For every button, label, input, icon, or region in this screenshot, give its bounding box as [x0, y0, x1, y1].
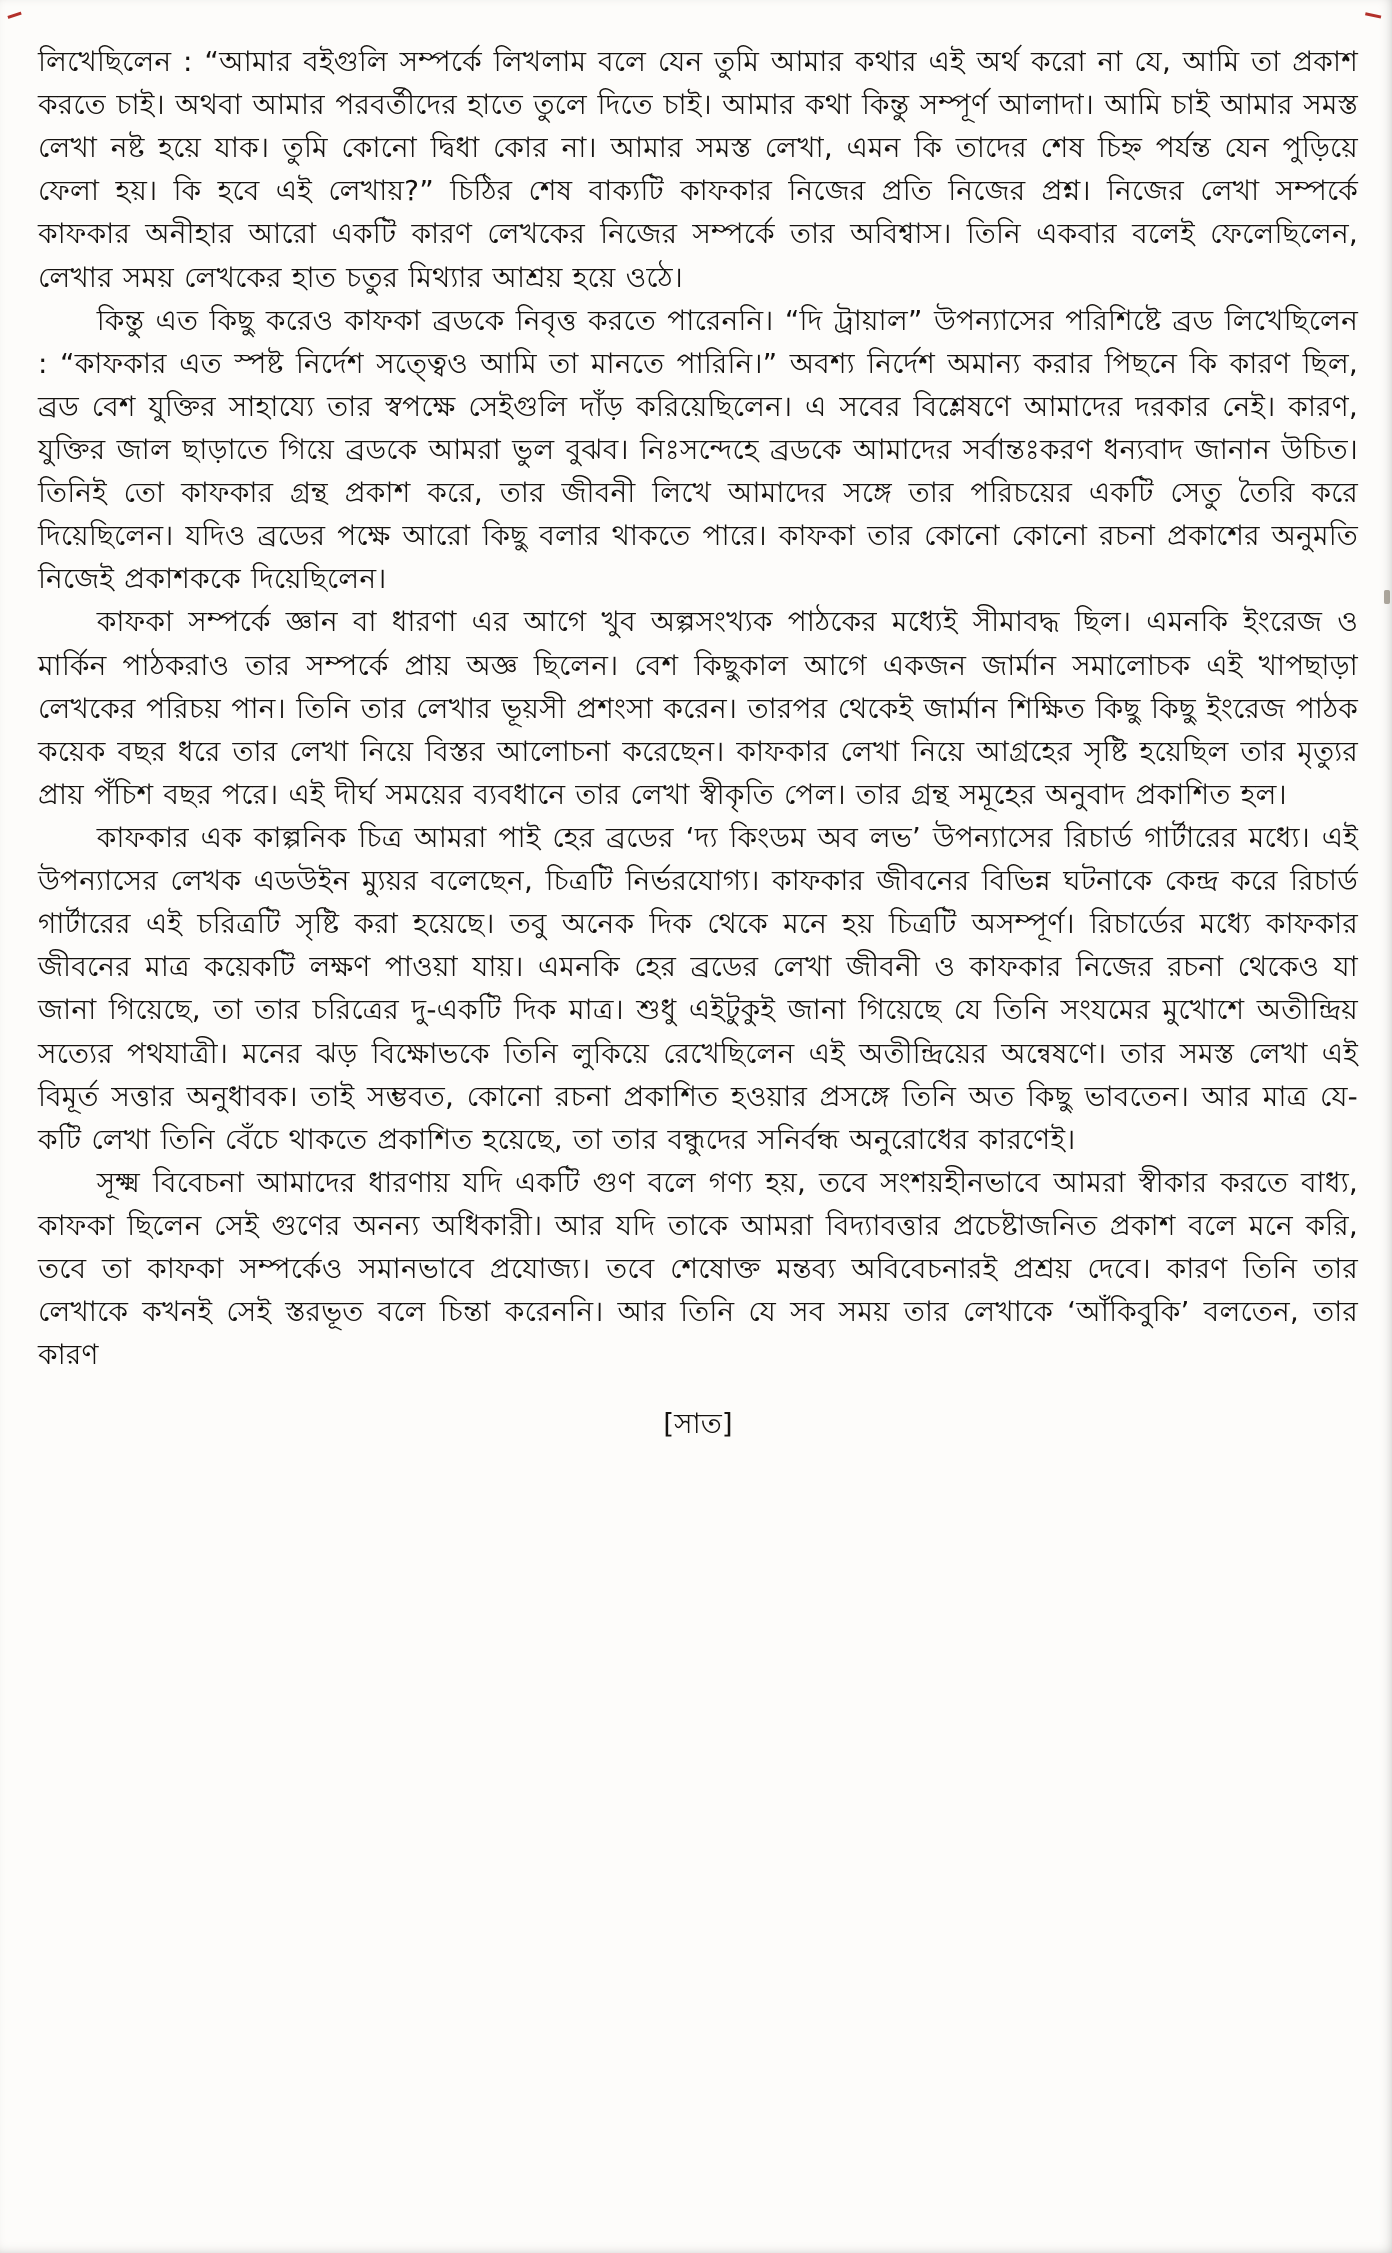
red-pen-scan-mark-top-right	[1365, 4, 1383, 18]
paragraph: লিখেছিলেন : “আমার বইগুলি সম্পর্কে লিখলাম বলে যেন তুমি আমার কথার এই অর্থ করো না যে, আমি তা প্রকাশ করতে চাই। অথবা আমার পরবর্তীদের হাতে তুলে দিতে চাই। আমার কথা কিন্তু সম্পূর্ণ আলাদা। আমি চাই আমার সমস্ত লেখা নষ্ট হয়ে যাক। তুমি কোনো দ্বিধা কোর না। আমার সমস্ত লেখা, এমন কি তাদের শেষ চিহ্ন পর্যন্ত যেন পুড়িয়ে ফেলা হয়। কি হবে এই লেখায়?” চিঠির শেষ বাক্যটি কাফকার নিজের প্রতি নিজের প্রশ্ন। নিজের লেখা সম্পর্কে কাফকার অনীহার আরো একটি কারণ লেখকের নিজের সম্পর্কে তার অবিশ্বাস। তিনি একবার বলেই ফেলেছিলেন, লেখার সময় লেখকের হাত চতুর মিথ্যার আশ্রয় হয়ে ওঠে।	[38, 45, 1358, 294]
paragraph: কিন্তু এত কিছু করেও কাফকা ব্রডকে নিবৃত্ত করতে পারেননি। “দি ট্রায়াল” উপন্যাসের পরিশিষ্টে ব্রড লিখেছিলেন : “কাফকার এত স্পষ্ট নির্দেশ সত্ত্বেও আমি তা মানতে পারিনি।” অবশ্য নির্দেশ অমান্য করার পিছনে কি কারণ ছিল, ব্রড বেশ যুক্তির সাহায্যে তার স্বপক্ষে সেইগুলি দাঁড় করিয়েছিলেন। এ সবের বিশ্লেষণে আমাদের দরকার নেই। কারণ, যুক্তির জাল ছাড়াতে গিয়ে ব্রডকে আমরা ভুল বুঝব। নিঃসন্দেহে ব্রডকে আমাদের সর্বান্তঃকরণ ধন্যবাদ জানান উচিত। তিনিই তো কাফকার গ্রন্থ প্রকাশ করে, তার জীবনী লিখে আমাদের সঙ্গে তার পরিচয়ের একটি সেতু তৈরি করে দিয়েছিলেন। যদিও ব্রডের পক্ষে আরো কিছু বলার থাকতে পারে। কাফকা তার কোনো কোনো রচনা প্রকাশের অনুমতি নিজেই প্রকাশককে দিয়েছিলেন।	[38, 303, 1358, 596]
page-text	[38, 40, 1358, 1376]
paragraph: সূক্ষ্ম বিবেচনা আমাদের ধারণায় যদি একটি গুণ বলে গণ্য হয়, তবে সংশয়হীনভাবে আমরা স্বীকার করতে বাধ্য, কাফকা ছিলেন সেই গুণের অনন্য অধিকারী। আর যদি তাকে আমরা বিদ্যাবত্তার প্রচেষ্টাজনিত প্রকাশ বলে মনে করি, তবে তা কাফকা সম্পর্কেও সমানভাবে প্রযোজ্য। তবে শেষোক্ত মন্তব্য অবিবেচনারই প্রশ্রয় দেবে। কারণ তিনি তার লেখাকে কখনই সেই স্তরভূত বলে চিন্তা করেননি। আর তিনি যে সব সময় তার লেখাকে ‘আঁকিবুকি’ বলতেন, তার কারণ	[38, 1165, 1358, 1372]
paragraph: কাফকার এক কাল্পনিক চিত্র আমরা পাই হের ব্রডের ‘দ্য কিংডম অব লভ’ উপন্যাসের রিচার্ড গার্টারের মধ্যে। এই উপন্যাসের লেখক এডউইন ম্যুয়র বলেছেন, চিত্রটি নির্ভরযোগ্য। কাফকার জীবনের বিভিন্ন ঘটনাকে কেন্দ্র করে রিচার্ড গার্টারের এই চরিত্রটি সৃষ্টি করা হয়েছে। তবু অনেক দিক থেকে মনে হয় চিত্রটি অসম্পূর্ণ। রিচার্ডের মধ্যে কাফকার জীবনের মাত্র কয়েকটি লক্ষণ পাওয়া যায়। এমনকি হের ব্রডের লেখা জীবনী ও কাফকার নিজের রচনা থেকেও যা জানা গিয়েছে, তা তার চরিত্রের দু-একটি দিক মাত্র। শুধু এইটুকুই জানা গিয়েছে যে তিনি সংযমের মুখোশে অতীন্দ্রিয় সত্যের পথযাত্রী। মনের ঝড় বিক্ষোভকে তিনি লুকিয়ে রেখেছিলেন এই অতীন্দ্রিয়ের অন্বেষণে। তার সমস্ত লেখা এই বিমূর্ত সত্তার অনুধাবক। তাই সম্ভবত, কোনো রচনা প্রকাশিত হওয়ার প্রসঙ্গে তিনি অত কিছু ভাবতেন। আর মাত্র যে-কটি লেখা তিনি বেঁচে থাকতে প্রকাশিত হয়েছে, তা তার বন্ধুদের সনির্বন্ধ অনুরোধের কারণেই।	[38, 820, 1358, 1156]
paragraph: কাফকা সম্পর্কে জ্ঞান বা ধারণা এর আগে খুব অল্পসংখ্যক পাঠকের মধ্যেই সীমাবদ্ধ ছিল। এমনকি ইংরেজ ও মার্কিন পাঠকরাও তার সম্পর্কে প্রায় অজ্ঞ ছিলেন। বেশ কিছুকাল আগে একজন জার্মান সমালোচক এই খাপছাড়া লেখকের পরিচয় পান। তিনি তার লেখার ভূয়সী প্রশংসা করেন। তারপর থেকেই জার্মান শিক্ষিত কিছু কিছু ইংরেজ পাঠক কয়েক বছর ধরে তার লেখা নিয়ে বিস্তর আলোচনা করেছেন। কাফকার লেখা নিয়ে আগ্রহের সৃষ্টি হয়েছিল তার মৃত্যুর প্রায় পঁচিশ বছর পরে। এই দীর্ঘ সময়ের ব্যবধানে তার লেখা স্বীকৃতি পেল। তার গ্রন্থ সমূহের অনুবাদ প্রকাশিত হল।	[38, 605, 1358, 811]
red-pen-scan-mark-top-left	[4, 2, 21, 19]
page-number: [সাত]	[663, 1407, 733, 1441]
scan-edge-artifact	[1384, 590, 1390, 604]
